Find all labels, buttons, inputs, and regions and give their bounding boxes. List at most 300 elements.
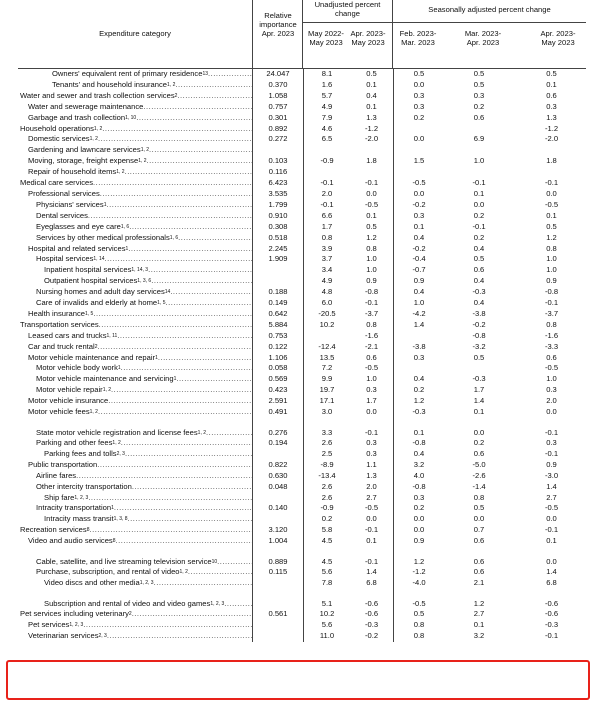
table-cell: 1.4	[413, 319, 425, 329]
row-label: Purchase, subscription, and rental of video	[36, 567, 180, 577]
table-cell: -0.2	[412, 199, 426, 209]
table-cell: -0.8	[412, 438, 426, 447]
table-cell: 0.5	[473, 79, 485, 89]
table-cell: 0.630	[253, 471, 304, 482]
table-cell: -3.7	[350, 309, 394, 320]
table-cell: -1.6	[544, 330, 559, 340]
table-cell: 0.3	[413, 210, 425, 220]
table-cell: -0.6	[350, 589, 394, 609]
cpi-table	[18, 0, 586, 642]
table-cell: 1.2	[473, 598, 485, 608]
table-cell: 7.8	[321, 577, 333, 587]
table-row	[18, 91, 589, 102]
table-cell: -1.4	[472, 481, 486, 491]
table-cell: -0.8	[412, 481, 426, 491]
table-cell: 2.7	[546, 492, 557, 502]
table-cell: 0.491	[253, 407, 304, 418]
table-cell: 0.058	[253, 363, 304, 374]
table-cell: -0.1	[544, 428, 559, 437]
table-cell: -0.2	[472, 319, 486, 329]
row-label: Car and truck rental	[28, 341, 95, 351]
row-label: Other intercity transportation	[36, 481, 132, 491]
table-cell: 6.5	[321, 134, 333, 144]
table-cell: -0.5	[412, 598, 426, 608]
table-cell: 0.9	[413, 276, 425, 286]
table-cell	[514, 145, 589, 156]
table-cell: 10.2	[319, 319, 335, 329]
table-cell: 1.0	[350, 265, 394, 276]
table-cell: -2.1	[350, 342, 394, 353]
row-label: Video discs and other media	[44, 577, 140, 587]
table-cell: 6.8	[350, 578, 394, 589]
table-row	[18, 482, 589, 493]
table-cell: 1.6	[321, 79, 333, 89]
table-cell: 1.799	[253, 200, 304, 211]
footnote-marker: 1, 2, 3	[74, 494, 89, 501]
table-cell: -0.1	[544, 448, 559, 458]
table-cell: 1.0	[546, 265, 557, 275]
table-cell: 0.149	[253, 298, 304, 309]
table-cell: 1.909	[253, 254, 304, 265]
table-cell: 3.9	[321, 243, 333, 253]
table-row	[18, 342, 589, 353]
row-label: Airline fares	[36, 470, 77, 480]
table-row	[18, 418, 589, 438]
table-cell: -3.3	[544, 341, 559, 351]
table-cell	[304, 331, 351, 342]
table-cell: 0.6	[473, 265, 485, 275]
table-row	[18, 631, 589, 642]
table-cell: 2.245	[253, 244, 304, 255]
footnote-marker: 1, 2, 3	[139, 579, 154, 586]
table-cell: 1.4	[546, 481, 557, 491]
table-cell	[253, 449, 304, 460]
table-cell: 1.0	[546, 254, 557, 264]
table-cell: 0.308	[253, 222, 304, 233]
col-s3-header: Apr. 2023- May 2023	[540, 29, 576, 47]
table-cell: 0.2	[473, 438, 485, 447]
footnote-marker: 2	[174, 92, 178, 99]
table-row	[18, 244, 589, 255]
table-cell: 0.4	[473, 243, 485, 253]
table-cell: 0.2	[321, 514, 333, 524]
footnote-marker: 1	[125, 245, 129, 252]
table-row	[18, 309, 589, 320]
footnote-marker: 1, 10	[125, 114, 137, 121]
table-cell: 0.8	[321, 232, 333, 242]
table-cell: -12.4	[318, 341, 336, 351]
table-cell: -4.0	[412, 577, 426, 587]
table-cell: 2.6	[321, 492, 333, 502]
row-label: State motor vehicle registration and license fees	[36, 428, 198, 437]
row-label: Subscription and rental of video and video games	[44, 598, 211, 608]
row-label: Motor vehicle maintenance and servicing	[36, 374, 174, 384]
table-row	[18, 134, 589, 145]
table-cell: 0.6	[350, 353, 394, 364]
table-row	[18, 525, 589, 536]
table-row	[18, 298, 589, 309]
row-label: Video and audio services	[28, 536, 113, 546]
table-cell	[394, 331, 445, 342]
table-cell: 1.8	[546, 156, 557, 166]
footnote-marker: 1, 2	[138, 158, 147, 165]
table-row	[18, 578, 589, 589]
table-cell: 0.301	[253, 113, 304, 124]
table-cell: 1.2	[546, 232, 557, 242]
table-cell: -0.1	[472, 221, 486, 231]
table-cell: -0.6	[350, 609, 394, 620]
table-cell: -0.5	[544, 503, 559, 513]
row-label: Care of invalids and elderly at home	[36, 298, 158, 308]
table-cell: 2.6	[321, 481, 333, 491]
table-cell: -0.3	[350, 620, 394, 631]
table-cell: 0.1	[473, 619, 485, 629]
table-cell: 0.5	[546, 69, 557, 78]
table-row	[18, 80, 589, 91]
footnote-marker: 13	[202, 71, 209, 77]
table-cell: 0.9	[413, 536, 425, 546]
footnote-marker: 2, 3	[116, 450, 125, 457]
table-cell: -2.0	[544, 134, 559, 144]
table-cell: 0.5	[473, 69, 485, 78]
table-cell: 0.1	[546, 79, 557, 89]
table-cell	[253, 265, 304, 276]
table-cell: 3.2	[473, 630, 485, 640]
table-cell: 6.9	[473, 134, 485, 144]
table-cell: -0.1	[350, 298, 394, 309]
table-row	[18, 609, 589, 620]
table-cell: -0.1	[320, 199, 334, 209]
table-row	[18, 189, 589, 200]
table-cell: 0.116	[253, 167, 304, 178]
table-cell: 0.2	[473, 232, 485, 242]
table-cell: 1.2	[413, 557, 425, 567]
table-cell: -1.2	[412, 567, 426, 577]
table-cell: 0.2	[413, 385, 425, 395]
table-cell: 0.4	[413, 232, 425, 242]
table-row	[18, 265, 589, 276]
row-label: Cable, satellite, and live streaming television service	[36, 557, 212, 567]
table-cell: 6.0	[321, 298, 333, 308]
table-cell: 0.0	[546, 407, 557, 417]
footnote-marker: 1, 3, 6	[137, 278, 152, 285]
table-cell	[444, 167, 514, 178]
table-header	[18, 0, 586, 69]
row-label: Household operations	[20, 123, 94, 133]
table-cell: 0.1	[350, 80, 394, 91]
row-label: Owners' equivalent rent of primary residence	[52, 69, 203, 78]
table-cell	[253, 276, 304, 287]
table-cell: 1.7	[350, 396, 394, 407]
footnote-marker: 1	[111, 505, 114, 512]
table-cell: 5.6	[321, 619, 333, 629]
table-row	[18, 211, 589, 222]
table-cell: 0.2	[473, 101, 485, 111]
row-label: Pet services including veterinary	[20, 608, 129, 618]
table-cell: 1.7	[473, 385, 485, 395]
table-cell: -0.6	[544, 608, 559, 618]
table-cell	[350, 167, 394, 178]
table-cell: -1.6	[350, 331, 394, 342]
table-cell: 1.058	[253, 91, 304, 102]
table-cell: 0.122	[253, 342, 304, 353]
table-cell: -0.1	[350, 525, 394, 536]
table-cell: 1.3	[546, 112, 557, 122]
table-cell: 6.423	[253, 178, 304, 189]
table-row	[18, 331, 589, 342]
table-cell: 19.7	[319, 385, 335, 395]
table-cell: 0.3	[350, 438, 394, 449]
table-cell: 3.2	[413, 459, 425, 469]
table-cell: 0.518	[253, 233, 304, 244]
table-cell: 7.9	[321, 112, 333, 122]
row-label: Intracity transportation	[36, 503, 112, 513]
table-cell: 0.1	[413, 221, 425, 231]
table-row	[18, 113, 589, 124]
table-cell: 0.3	[473, 90, 485, 100]
table-cell: 0.0	[546, 514, 557, 524]
footnote-marker: 1, 3, 8	[113, 516, 128, 523]
footnote-marker: 8	[112, 538, 116, 545]
table-row	[18, 222, 589, 233]
footnote-marker: 1, 2	[89, 136, 98, 143]
footnote-marker: 2	[128, 610, 132, 617]
table-cell: 0.6	[546, 352, 557, 362]
table-cell: -13.4	[318, 470, 336, 480]
table-cell: 0.3	[546, 438, 557, 447]
table-row	[18, 547, 589, 567]
table-cell: 0.8	[413, 619, 425, 629]
table-cell: 0.889	[253, 547, 304, 567]
data-table	[18, 69, 590, 642]
col-s2-header: Mar. 2023- Apr. 2023	[464, 29, 502, 47]
table-cell	[394, 167, 445, 178]
table-cell: 4.9	[321, 101, 333, 111]
table-cell: 1.3	[350, 113, 394, 124]
table-cell: 0.0	[350, 514, 394, 525]
table-cell: 0.6	[546, 90, 557, 100]
footnote-marker: 1, 2	[167, 81, 176, 88]
table-cell: 2.0	[546, 396, 557, 406]
table-cell: -0.3	[412, 407, 426, 417]
table-cell: -0.2	[350, 631, 394, 642]
row-label: Moving, storage, freight expense	[28, 156, 139, 166]
table-cell	[444, 124, 514, 135]
table-row	[18, 438, 589, 449]
row-label: Dental services	[36, 210, 88, 220]
table-cell: 0.115	[253, 567, 304, 578]
table-row	[18, 353, 589, 364]
table-cell: 0.1	[413, 428, 425, 437]
table-cell: -0.2	[412, 243, 426, 253]
row-label: Health insurance	[28, 308, 85, 318]
table-cell: 0.3	[413, 492, 425, 502]
table-cell: -3.8	[412, 341, 426, 351]
table-cell: 3.120	[253, 525, 304, 536]
table-row	[18, 156, 589, 167]
row-label: Pet services	[28, 619, 70, 629]
row-label: Eyeglasses and eye care	[36, 221, 121, 231]
footnote-marker: 1, 2	[116, 169, 125, 176]
table-cell: 0.8	[546, 243, 557, 253]
table-row	[18, 69, 589, 80]
table-cell: -1.2	[350, 124, 394, 135]
table-cell: 0.5	[546, 221, 557, 231]
table-cell: 7.2	[321, 363, 333, 373]
table-cell: 0.642	[253, 309, 304, 320]
table-cell: 0.276	[253, 418, 304, 438]
table-cell: 1.0	[413, 298, 425, 308]
row-label: Inpatient hospital services	[44, 265, 132, 275]
category-header: Expenditure category	[99, 29, 171, 38]
table-cell: 0.4	[473, 276, 485, 286]
table-row	[18, 124, 589, 135]
table-cell: 0.757	[253, 102, 304, 113]
table-cell: 0.9	[546, 459, 557, 469]
table-cell	[444, 145, 514, 156]
row-label: Repair of household items	[28, 167, 117, 177]
table-cell: -1.2	[544, 123, 559, 133]
table-cell: 2.591	[253, 396, 304, 407]
table-row	[18, 385, 589, 396]
footnote-marker: 1	[103, 201, 107, 208]
table-cell	[304, 145, 351, 156]
table-cell: 3.4	[321, 265, 333, 275]
table-cell: 0.8	[350, 244, 394, 255]
table-cell: 1.106	[253, 353, 304, 364]
table-cell: 2.0	[321, 188, 333, 198]
row-label: Tenants' and household insurance	[52, 79, 168, 89]
table-cell: 2.6	[321, 438, 333, 447]
row-label: Veterinarian services	[28, 630, 99, 640]
row-label: Hospital and related services	[28, 243, 126, 253]
table-cell	[253, 620, 304, 631]
table-cell: 1.4	[546, 567, 557, 577]
col-s1-header: Feb. 2023- Mar. 2023	[399, 29, 437, 47]
table-cell: 1.7	[321, 221, 333, 231]
table-cell: -0.3	[472, 287, 486, 297]
table-cell: 0.9	[350, 276, 394, 287]
table-cell: 0.6	[473, 567, 485, 577]
table-cell	[394, 145, 445, 156]
table-cell: 0.370	[253, 80, 304, 91]
table-cell: 0.0	[473, 199, 485, 209]
table-cell: -0.5	[412, 178, 426, 188]
table-row	[18, 407, 589, 418]
table-cell: -4.2	[412, 308, 426, 318]
table-cell: -0.1	[350, 418, 394, 438]
table-cell: 0.910	[253, 211, 304, 222]
table-row	[18, 363, 589, 374]
table-cell: -0.1	[544, 525, 559, 535]
table-cell: 8.1	[321, 69, 333, 78]
table-cell: -0.6	[544, 598, 559, 608]
table-cell: 13.5	[319, 352, 335, 362]
table-cell: 0.423	[253, 385, 304, 396]
table-cell: 0.8	[473, 492, 485, 502]
table-row	[18, 374, 589, 385]
table-cell: 0.3	[413, 90, 425, 100]
table-cell: -0.1	[320, 178, 334, 188]
row-label: Nursing homes and adult day services	[36, 287, 165, 297]
table-cell: 1.8	[350, 156, 394, 167]
table-cell: 0.103	[253, 156, 304, 167]
table-cell: -0.1	[544, 298, 559, 308]
table-cell: 5.8	[321, 525, 333, 535]
table-cell: -0.5	[350, 503, 394, 514]
table-cell: 0.5	[473, 352, 485, 362]
footnote-marker: 1, 2	[140, 147, 150, 154]
footnote-marker: 1, 11	[106, 332, 118, 339]
row-label: Outpatient hospital services	[44, 276, 138, 286]
row-label: Leased cars and trucks	[28, 330, 107, 340]
row-label: Public transportation	[28, 459, 98, 469]
row-label: Intracity mass transit	[44, 514, 114, 524]
table-cell: -0.9	[320, 503, 334, 513]
row-label: Transportation services	[20, 319, 99, 329]
table-cell: 0.4	[413, 287, 425, 297]
table-cell	[253, 631, 304, 642]
row-label: Parking and other fees	[36, 438, 113, 447]
seasonal-header: Seasonally adjusted percent change	[428, 5, 551, 14]
table-cell: 0.048	[253, 482, 304, 493]
table-cell: 0.3	[546, 385, 557, 395]
footnote-marker: 1, 2	[112, 440, 121, 446]
table-cell: -0.1	[544, 178, 559, 188]
row-label: Motor vehicle insurance	[28, 396, 109, 406]
table-cell: 0.2	[413, 112, 425, 122]
table-cell: 0.5	[350, 69, 394, 80]
table-row	[18, 167, 589, 178]
table-row	[18, 320, 589, 331]
table-cell: 17.1	[319, 396, 335, 406]
table-row	[18, 276, 589, 287]
table-row	[18, 620, 589, 631]
table-cell: 3.7	[321, 254, 333, 264]
table-cell: 0.1	[473, 407, 485, 417]
table-cell: -0.1	[472, 178, 486, 188]
table-cell: 1.5	[413, 156, 425, 166]
table-cell: 0.0	[350, 407, 394, 418]
row-label: Motor vehicle fees	[28, 407, 90, 417]
table-cell: 0.5	[473, 254, 485, 264]
table-cell: 0.753	[253, 331, 304, 342]
table-row	[18, 536, 589, 547]
table-row	[18, 514, 589, 525]
table-cell	[253, 514, 304, 525]
table-cell: 0.3	[350, 449, 394, 460]
table-cell: 6.6	[321, 210, 333, 220]
table-cell: 4.5	[321, 557, 333, 567]
table-cell: -0.8	[544, 287, 559, 297]
footnote-marker: 2	[94, 343, 98, 350]
table-cell: 9.9	[321, 374, 333, 384]
table-cell: 0.6	[473, 112, 485, 122]
table-row	[18, 449, 589, 460]
table-cell: 2.0	[350, 482, 394, 493]
row-label: Ship fare	[44, 492, 75, 502]
table-cell: 2.7	[473, 608, 485, 618]
table-cell: 0.1	[473, 188, 485, 198]
table-cell: -0.9	[320, 156, 334, 166]
table-cell: 1.4	[473, 396, 485, 406]
row-label: Professional services	[28, 188, 100, 198]
table-cell: 5.884	[253, 320, 304, 331]
table-cell: -0.1	[350, 178, 394, 189]
table-cell: 0.1	[546, 210, 557, 220]
table-cell: -0.5	[544, 363, 559, 373]
table-cell: 0.0	[413, 514, 425, 524]
